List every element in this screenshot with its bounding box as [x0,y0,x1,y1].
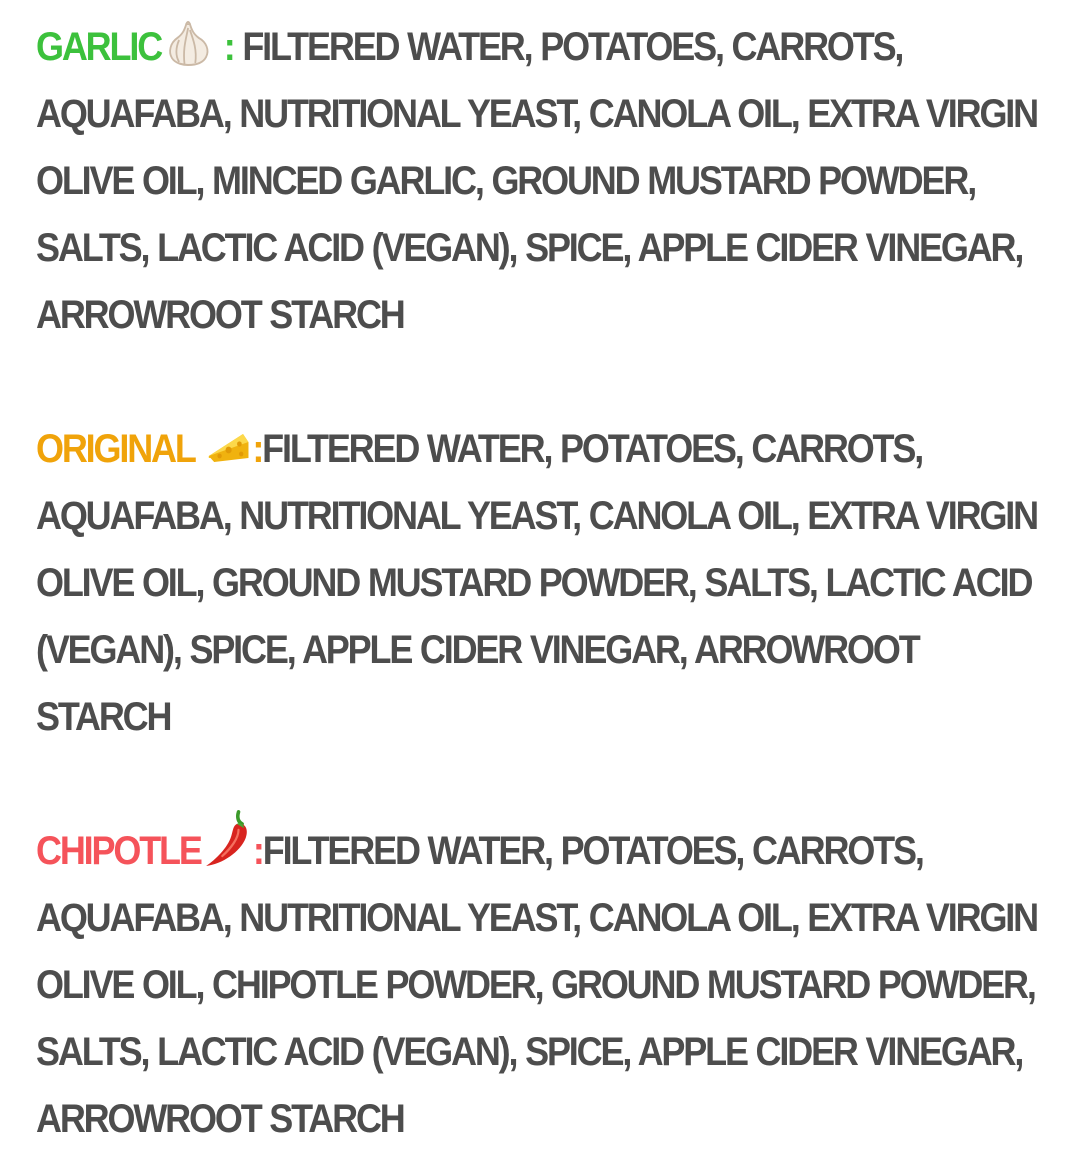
ingredients-list [36,14,1056,1153]
garlic-icon [163,20,213,66]
chipotle-section [36,818,1053,1153]
ingredients-text-garlic: FILTERED WATER, POTATOES, CARROTS, AQUAFABA, NUTRITIONAL YEAST, CANOLA OIL, EXTRA VIRGIN OLIVE OIL, MINCED GARLIC, GROUND MUSTARD POWDER, SALTS, LACTIC ACID (VEGAN), SPICE, APPLE CIDER VINEGAR, ARROWROOT STARCH [36,25,1037,337]
ingredients-text-original: FILTERED WATER, POTATOES, CARROTS, AQUAFABA, NUTRITIONAL YEAST, CANOLA OIL, EXTRA VIRGIN OLIVE OIL, GROUND MUSTARD POWDER, SALTS, LACTIC ACID (VEGAN), SPICE, APPLE CIDER VINEGAR, ARROWROOT STARCH [36,427,1037,739]
variety-name-original: ORIGINAL [36,427,195,471]
variety-name-garlic: GARLIC [36,25,162,69]
variety-name-chipotle: CHIPOTLE [36,829,201,873]
separator: : [252,427,263,471]
cheese-icon [207,428,250,468]
separator: : [252,829,263,873]
ingredients-text-chipotle: FILTERED WATER, POTATOES, CARROTS, AQUAFABA, NUTRITIONAL YEAST, CANOLA OIL, EXTRA VIRGIN OLIVE OIL, CHIPOTLE POWDER, GROUND MUSTARD POWDER, SALTS, LACTIC ACID (VEGAN), SPICE, APPLE CIDER VINEGAR, ARROWROOT STARCH [36,829,1037,1141]
garlic-section [36,14,1053,349]
separator: : [215,25,234,69]
original-section [36,416,1053,751]
chili-pepper-icon [203,834,252,870]
